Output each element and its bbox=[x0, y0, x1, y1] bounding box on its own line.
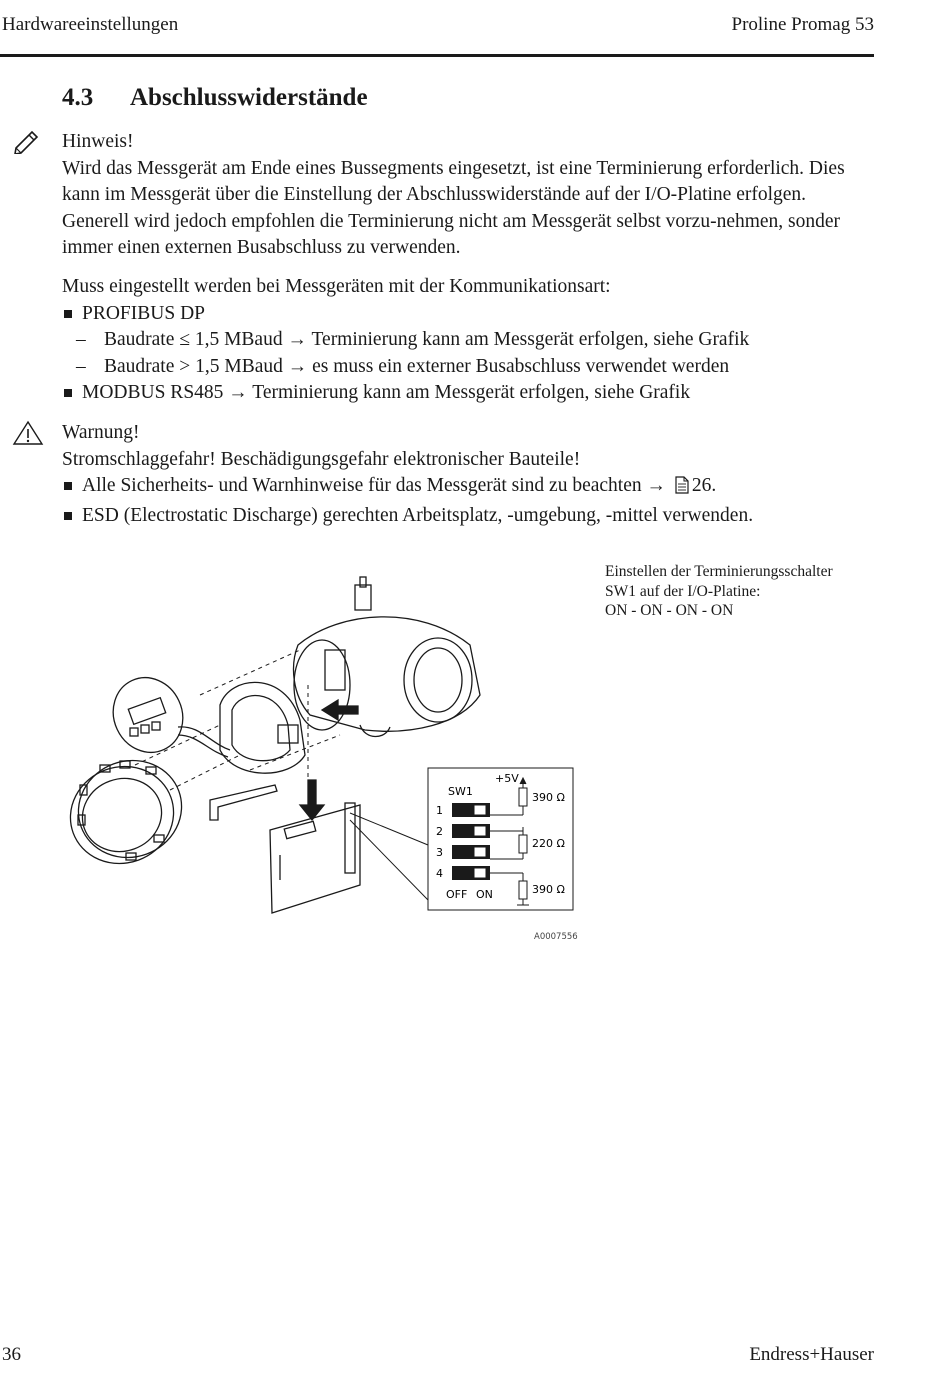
svg-text:ON: ON bbox=[476, 888, 493, 901]
switch-schematic bbox=[428, 768, 573, 910]
bullet-square-icon bbox=[64, 310, 72, 318]
resistor-label: 220 Ω bbox=[532, 837, 565, 850]
electronics-cover-icon bbox=[220, 682, 305, 773]
device-exploded-view bbox=[60, 577, 480, 913]
figure-caption: Einstellen der Terminierungsschalter SW1 auf der I/O-Platine: ON - ON - ON - ON bbox=[605, 563, 833, 619]
warning-triangle-icon bbox=[12, 420, 44, 453]
bullet-square-icon bbox=[64, 482, 72, 490]
svg-text:OFF: OFF bbox=[446, 888, 468, 901]
explode-guide-lines bbox=[135, 650, 340, 790]
list-item: – Baudrate ≤ 1,5 MBaud → Terminierung kann am Messgerät erfolgen, siehe Grafik bbox=[76, 329, 750, 350]
io-board-icon bbox=[270, 803, 360, 913]
resistor-network bbox=[490, 778, 529, 905]
warning-block bbox=[62, 420, 862, 529]
page-reference-icon bbox=[675, 476, 689, 503]
resistor-label: 390 Ω bbox=[532, 883, 565, 896]
switch-label: SW1 bbox=[448, 785, 473, 798]
warning-label: Warnung! bbox=[62, 422, 140, 443]
list-item: PROFIBUS DP bbox=[62, 301, 862, 328]
figure-id: A0007556 bbox=[534, 932, 578, 942]
front-cover-icon bbox=[60, 746, 195, 878]
note-label: Hinweis! bbox=[62, 131, 134, 152]
header-section-title: Hardwareeinstellungen bbox=[2, 14, 179, 35]
bullet-square-icon bbox=[64, 389, 72, 397]
voltage-label: +5V bbox=[495, 772, 519, 785]
down-arrow-icon bbox=[300, 780, 324, 820]
svg-text:2: 2 bbox=[436, 825, 443, 838]
note-block bbox=[62, 129, 862, 262]
resistor-label: 390 Ω bbox=[532, 791, 565, 804]
section-heading bbox=[62, 84, 368, 112]
warning-text: Stromschlaggefahr! Beschädigungsgefahr elektronischer Bauteile! bbox=[62, 448, 581, 470]
settings-intro: Muss eingestellt werden bei Messgeräten mit der Kommunikationsart: bbox=[62, 276, 611, 297]
display-module-icon bbox=[101, 666, 230, 764]
dip-switches bbox=[452, 803, 490, 880]
section-title: Abschlusswiderstände bbox=[130, 84, 368, 111]
page-number: 36 bbox=[2, 1344, 21, 1365]
list-item: – Baudrate > 1,5 MBaud → es muss ein externer Busabschluss verwendet werden bbox=[76, 355, 730, 377]
settings-block bbox=[62, 274, 862, 407]
note-text: Wird das Messgerät am Ende eines Bussegments eingesetzt, ist eine Terminierung erforderlich. Dies kann im Messgerät über die Einstellung der Abschlusswiderstände auf der I/O-Platine erfolgen. Generell wird jedoch empfohlen die Terminierung nicht am Messgerät selbst vorzu-nehmen, sonder immer einen externen Busabschluss zu verwenden. bbox=[62, 157, 845, 258]
bullet-square-icon bbox=[64, 512, 72, 520]
list-item: MODBUS RS485 → Terminierung kann am Messgerät erfolgen, siehe Grafik bbox=[62, 380, 862, 407]
svg-text:1: 1 bbox=[436, 804, 443, 817]
termination-figure bbox=[60, 575, 600, 950]
pencil-icon bbox=[12, 128, 42, 161]
header-rule bbox=[0, 54, 874, 57]
svg-text:3: 3 bbox=[436, 846, 443, 859]
insert-arrow-icon bbox=[322, 700, 358, 720]
section-number: 4.3 bbox=[62, 84, 94, 111]
svg-text:4: 4 bbox=[436, 867, 443, 880]
list-item: Alle Sicherheits- und Warnhinweise für das Messgerät sind zu beachten → 26. bbox=[62, 473, 862, 503]
brand-name: Endress+Hauser bbox=[749, 1344, 874, 1365]
list-item: ESD (Electrostatic Discharge) gerechten Arbeitsplatz, -umgebung, -mittel verwenden. bbox=[62, 503, 862, 530]
hex-key-icon bbox=[210, 785, 277, 820]
header-product-name: Proline Promag 53 bbox=[731, 14, 874, 35]
transmitter-housing-icon bbox=[294, 577, 480, 737]
